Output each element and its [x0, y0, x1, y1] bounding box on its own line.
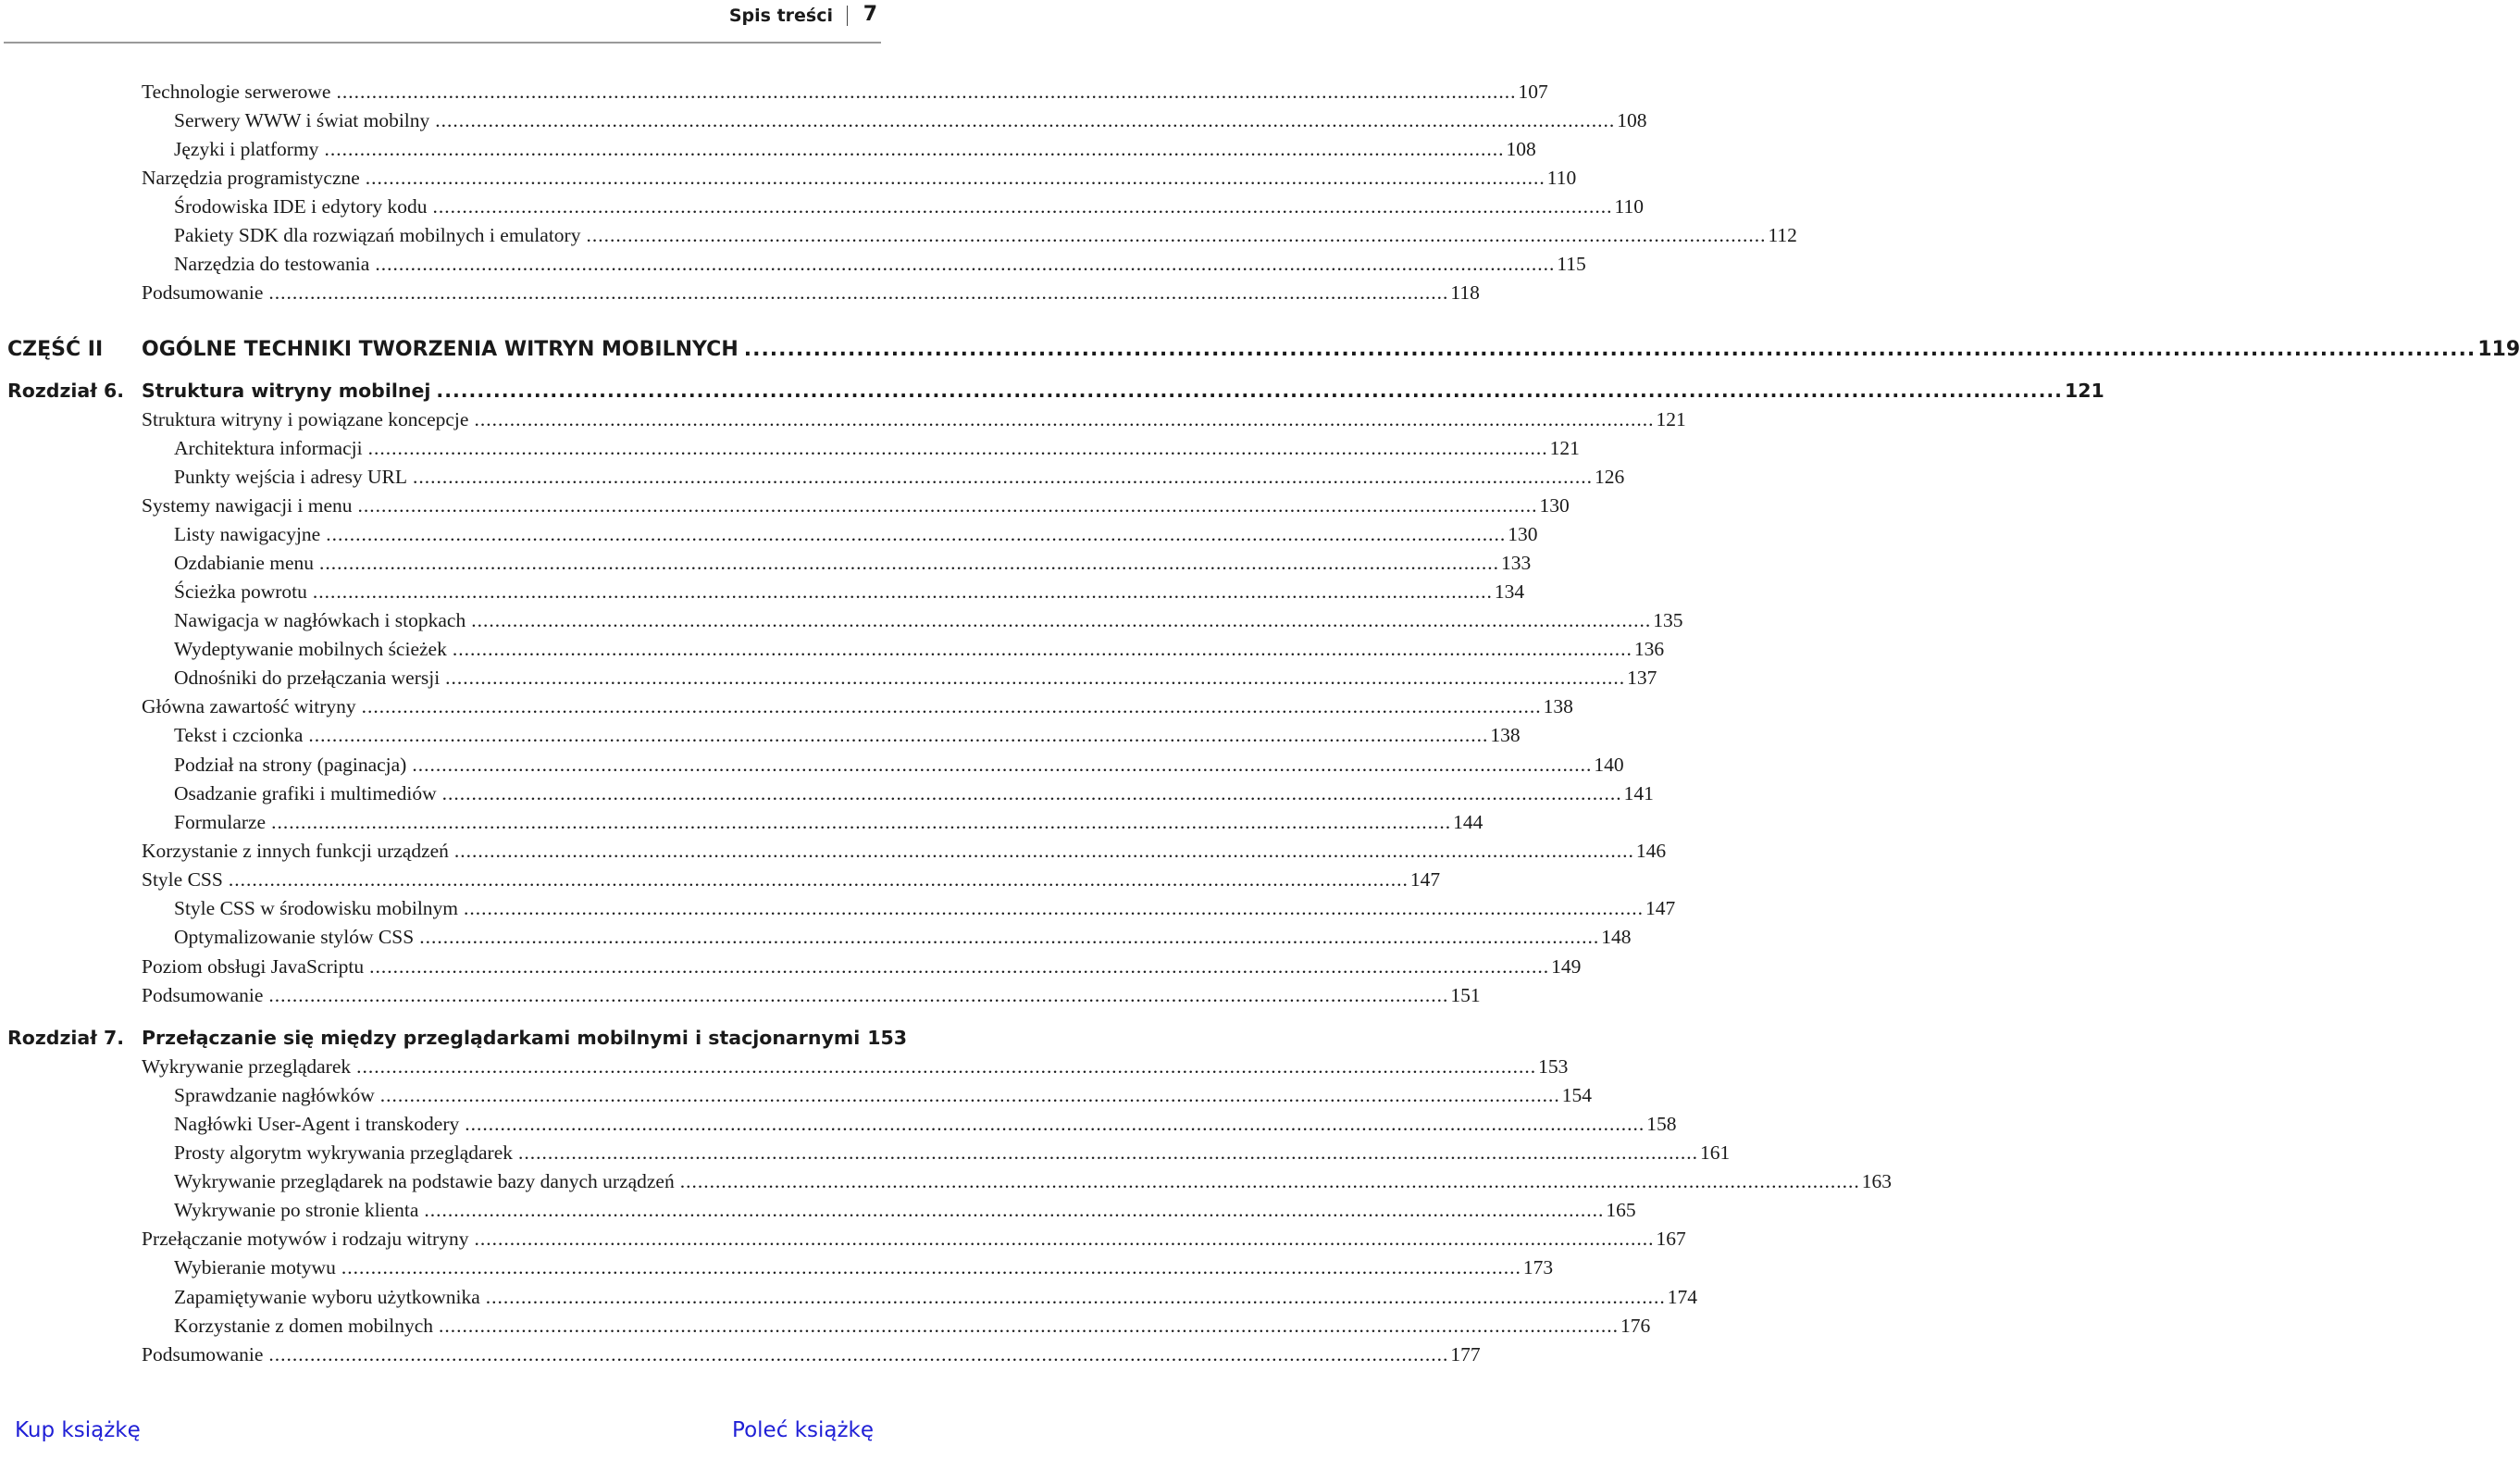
- toc-subentry[interactable]: Sprawdzanie nagłówków ..... 154: [174, 1082, 875, 1108]
- toc-entry[interactable]: Narzędzia programistyczne ..... 110: [142, 165, 875, 191]
- toc-subentry[interactable]: Wykrywanie po stronie klienta ..... 165: [174, 1197, 875, 1223]
- dot-leader: [474, 1226, 1654, 1252]
- dot-leader: [424, 1197, 1604, 1223]
- toc-subentry[interactable]: Ścieżka powrotu ..... 134: [174, 579, 875, 605]
- toc-subentry[interactable]: Odnośniki do przełączania wersji ..... 137: [174, 665, 875, 691]
- dot-leader: [442, 780, 1622, 806]
- dot-leader: [229, 867, 1409, 892]
- toc-subentry[interactable]: Wydeptywanie mobilnych ścieżek ..... 136: [174, 636, 875, 662]
- dot-leader: [362, 693, 1542, 719]
- toc-subentry[interactable]: Optymalizowanie stylów CSS ..... 148: [174, 924, 875, 950]
- dot-leader: [433, 193, 1613, 219]
- dot-leader: [358, 493, 1538, 518]
- toc-subentry[interactable]: Podział na strony (paginacja) ..... 140: [174, 752, 875, 778]
- toc-entry[interactable]: Struktura witryny i powiązane koncepcje ..... 121: [142, 406, 875, 432]
- dot-leader: [439, 1313, 1619, 1339]
- toc-subentry[interactable]: Ozdabianie menu ..... 133: [174, 550, 875, 576]
- dot-leader: [268, 982, 1448, 1008]
- part-title[interactable]: OGÓLNE TECHNIKI TWORZENIA WITRYN MOBILNYCH ..... 119: [142, 337, 875, 363]
- dot-leader: [412, 752, 1592, 778]
- chapter-title[interactable]: Przełączanie się między przeglądarkami mobilnymi i stacjonarnymi 153: [142, 1027, 908, 1049]
- header-title: Spis treści: [728, 6, 833, 26]
- toc-subentry[interactable]: Zapamiętywanie wyboru użytkownika ..... 174: [174, 1284, 875, 1310]
- dot-leader: [445, 665, 1625, 691]
- dot-leader: [465, 1111, 1645, 1137]
- toc-subentry[interactable]: Style CSS w środowisku mobilnym ..... 147: [174, 895, 875, 921]
- toc-entry[interactable]: Technologie serwerowe ..... 107: [142, 79, 875, 105]
- toc-entry[interactable]: Przełączanie motywów i rodzaju witryny ..... 167: [142, 1226, 875, 1252]
- toc-subentry[interactable]: Punkty wejścia i adresy URL ..... 126: [174, 464, 875, 490]
- toc-subentry[interactable]: Architektura informacji ..... 121: [174, 435, 875, 461]
- dot-leader: [326, 521, 1506, 547]
- dot-leader: [268, 280, 1448, 306]
- running-header: [4, 0, 881, 44]
- dot-leader: [413, 464, 1593, 490]
- toc-entry[interactable]: Style CSS ..... 147: [142, 867, 875, 892]
- chapter-label: Rozdział 6.: [7, 380, 125, 402]
- toc-entry[interactable]: Korzystanie z innych funkcji urządzeń ..... 146: [142, 838, 875, 864]
- toc-entry[interactable]: Systemy nawigacji i menu ..... 130: [142, 493, 875, 518]
- dot-leader: [308, 722, 1488, 748]
- dot-leader: [375, 251, 1555, 277]
- toc-entry[interactable]: Podsumowanie ..... 118: [142, 280, 875, 306]
- toc-entry[interactable]: Poziom obsługi JavaScriptu ..... 149: [142, 954, 875, 979]
- toc-subentry[interactable]: Wybieranie motywu ..... 173: [174, 1254, 875, 1280]
- dot-leader: [366, 165, 1546, 191]
- toc-subentry[interactable]: Listy nawigacyjne ..... 130: [174, 521, 875, 547]
- dot-leader: [680, 1168, 1860, 1194]
- toc-subentry[interactable]: Narzędzia do testowania ..... 115: [174, 251, 875, 277]
- dot-leader: [471, 607, 1651, 633]
- dot-leader: [319, 550, 1499, 576]
- toc-subentry[interactable]: Korzystanie z domen mobilnych ..... 176: [174, 1313, 875, 1339]
- toc-subentry[interactable]: Osadzanie grafiki i multimediów ..... 141: [174, 780, 875, 806]
- toc-entry[interactable]: Podsumowanie ..... 177: [142, 1341, 875, 1367]
- part-label: CZĘŚĆ II: [7, 338, 104, 361]
- header-page-number: 7: [863, 3, 877, 26]
- dot-leader: [744, 337, 2476, 363]
- toc-subentry[interactable]: Nawigacja w nagłówkach i stopkach ..... 135: [174, 607, 875, 633]
- dot-leader: [453, 636, 1632, 662]
- chapter-label: Rozdział 7.: [7, 1027, 125, 1049]
- toc-subentry[interactable]: Wykrywanie przeglądarek na podstawie bazy danych urządzeń ..... 163: [174, 1168, 875, 1194]
- dot-leader: [271, 809, 1451, 835]
- toc-subentry[interactable]: Języki i platformy ..... 108: [174, 136, 875, 162]
- toc-subentry[interactable]: Pakiety SDK dla rozwiązań mobilnych i emulatory ..... 112: [174, 222, 875, 248]
- toc-subentry[interactable]: Prosty algorytm wykrywania przeglądarek ..... 161: [174, 1140, 875, 1166]
- dot-leader: [435, 107, 1615, 133]
- dot-leader: [474, 406, 1654, 432]
- dot-leader: [324, 136, 1504, 162]
- toc-subentry[interactable]: Formularze ..... 144: [174, 809, 875, 835]
- dot-leader: [464, 895, 1644, 921]
- chapter-title[interactable]: Struktura witryny mobilnej ..... 121: [142, 378, 875, 404]
- recommend-book-link[interactable]: Poleć książkę: [732, 1418, 874, 1442]
- toc-subentry[interactable]: Serwery WWW i świat mobilny ..... 108: [174, 107, 875, 133]
- dot-leader: [436, 378, 2063, 404]
- header-separator: [847, 6, 848, 26]
- buy-book-link[interactable]: Kup książkę: [15, 1418, 141, 1442]
- dot-leader: [313, 579, 1493, 605]
- dot-leader: [454, 838, 1634, 864]
- dot-leader: [419, 924, 1599, 950]
- dot-leader: [268, 1341, 1448, 1367]
- toc-subentry[interactable]: Środowiska IDE i edytory kodu ..... 110: [174, 193, 875, 219]
- toc-subentry[interactable]: Tekst i czcionka ..... 138: [174, 722, 875, 748]
- dot-leader: [369, 954, 1549, 979]
- dot-leader: [380, 1082, 1560, 1108]
- dot-leader: [341, 1254, 1521, 1280]
- toc-entry[interactable]: Główna zawartość witryny ..... 138: [142, 693, 875, 719]
- dot-leader: [518, 1140, 1698, 1166]
- dot-leader: [336, 79, 1516, 105]
- toc-subentry[interactable]: Nagłówki User-Agent i transkodery ..... 158: [174, 1111, 875, 1137]
- dot-leader: [356, 1054, 1536, 1079]
- dot-leader: [486, 1284, 1666, 1310]
- dot-leader: [368, 435, 1548, 461]
- dot-leader: [586, 222, 1766, 248]
- toc-entry[interactable]: Wykrywanie przeglądarek ..... 153: [142, 1054, 875, 1079]
- toc-entry[interactable]: Podsumowanie ..... 151: [142, 982, 875, 1008]
